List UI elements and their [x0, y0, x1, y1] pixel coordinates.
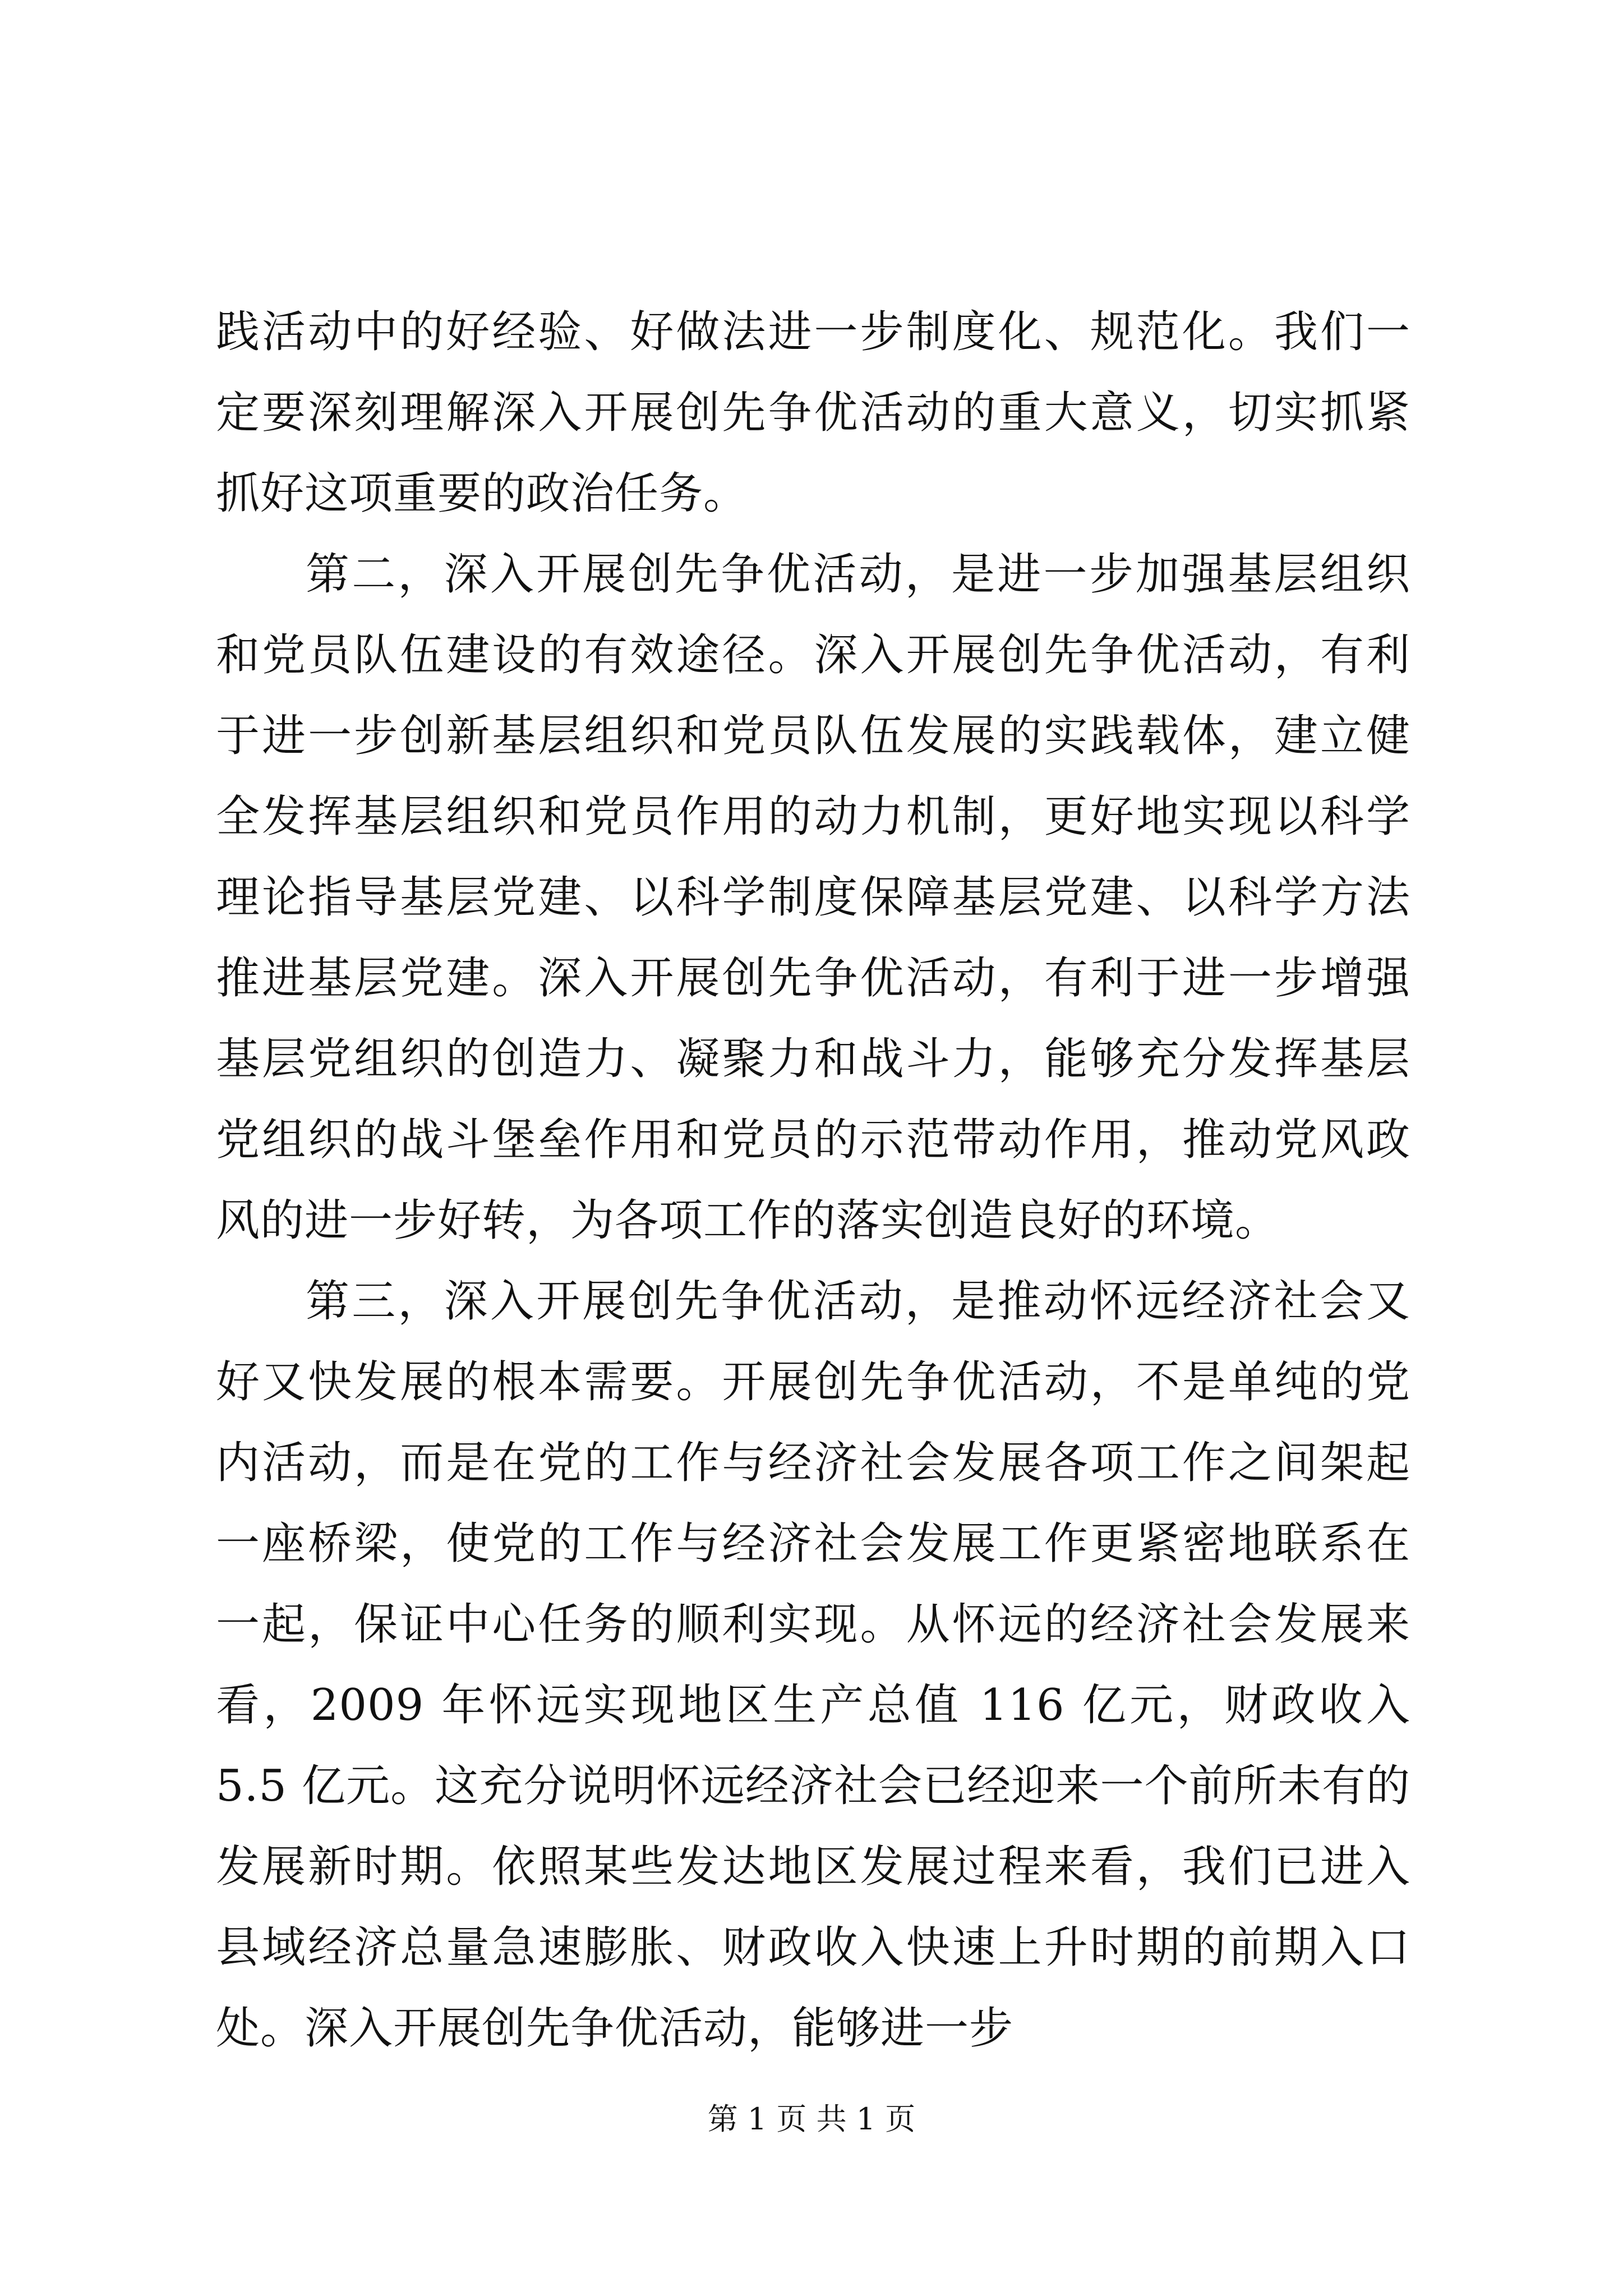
paragraph-continuation: 践活动中的好经验、好做法进一步制度化、规范化。我们一定要深刻理解深入开展创先争优活动的重大意义，切实抓紧抓好这项重要的政治任务。: [216, 307, 1410, 519]
page-number-footer: 第 1 页 共 1 页: [707, 2101, 916, 2137]
document-body: [216, 292, 1410, 2069]
paragraph-second-point: 第二，深入开展创先争优活动，是进一步加强基层组织和党员队伍建设的有效途径。深入开展创先争优活动，有利于进一步创新基层组织和党员队伍发展的实践载体，建立健全发挥基层组织和党员作用的动力机制，更好地实现以科学理论指导基层党建、以科学制度保障基层党建、以科学方法推进基层党建。深入开展创先争优活动，有利于进一步增强基层党组织的创造力、凝聚力和战斗力，能够充分发挥基层党组织的战斗堡垒作用和党员的示范带动作用，推动党风政风的进一步好转，为各项工作的落实创造良好的环境。: [216, 549, 1410, 1246]
paragraph-third-point: 第三，深入开展创先争优活动，是推动怀远经济社会又好又快发展的根本需要。开展创先争优活动，不是单纯的党内活动，而是在党的工作与经济社会发展各项工作之间架起一座桥梁，使党的工作与经济社会发展工作更紧密地联系在一起，保证中心任务的顺利实现。从怀远的经济社会发展来看，2009 年怀远实现地区生产总值 116 亿元，财政收入 5.5 亿元。这充分说明怀远经济社会已经迎来一个前所未有的发展新时期。依照某些发达地区发展过程来看，我们已进入县域经济总量急速膨胀、财政收入快速上升时期的前期入口处。深入开展创先争优活动，能够进一步: [216, 1276, 1410, 2054]
